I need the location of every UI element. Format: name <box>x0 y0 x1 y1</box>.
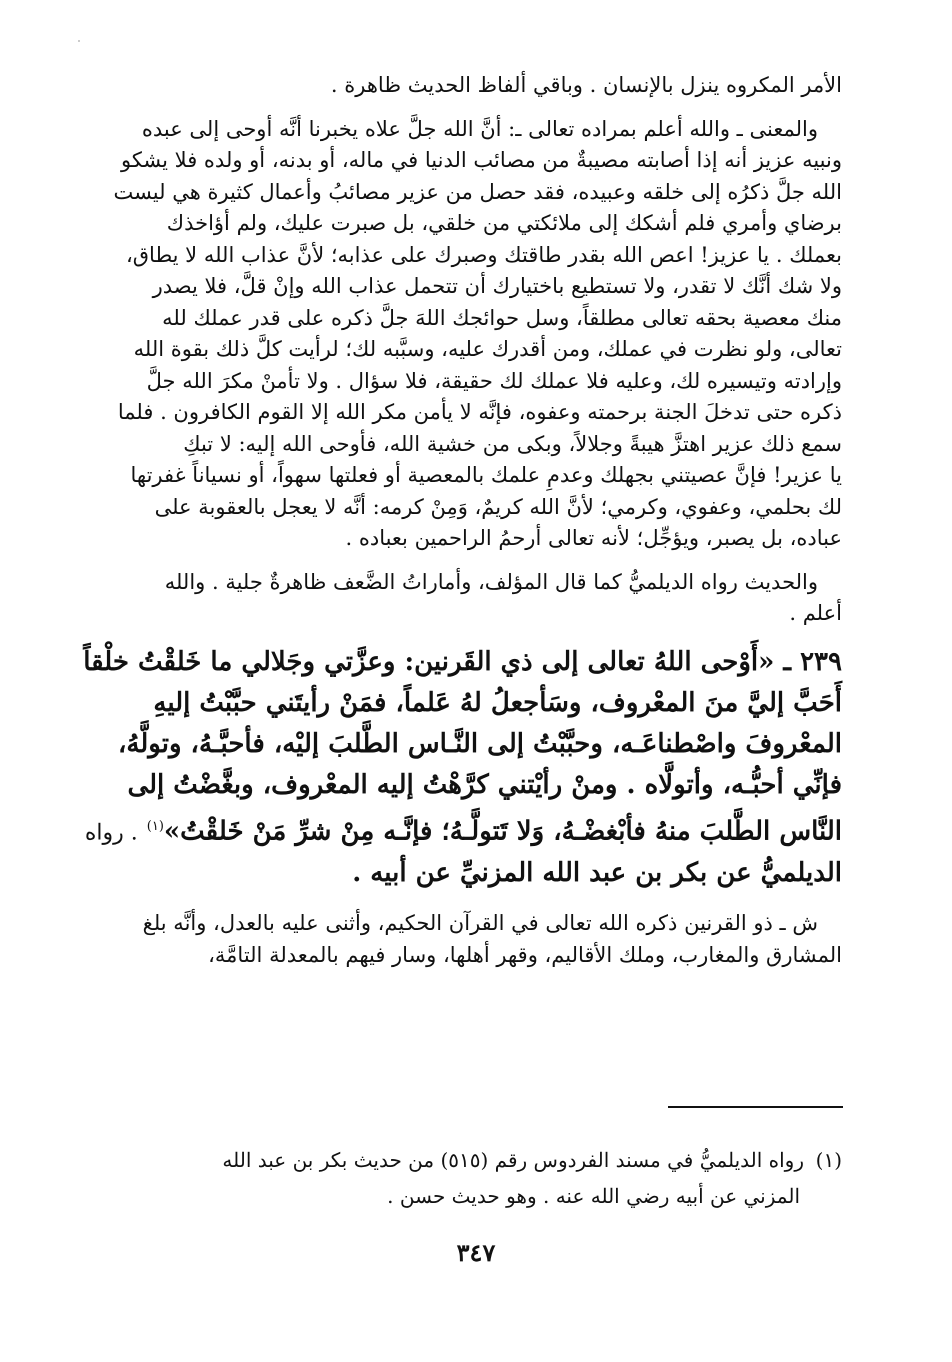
hadith-text: النَّاس الطَّلبَ منهُ فأبْغضْـهُ، وَلا تَتولَّـهُ؛ فإنَّـه مِنْ شرِّ مَنْ خَلقْتُ» <box>163 816 842 847</box>
footnote-line: المزني عن أبيه رضي الله عنه . وهو حديث حسن . <box>387 1184 800 1208</box>
text-line: وإرادته وتيسيره لك، وعليه فلا عملك لك حقيقة، فلا سؤال . ولا تأمنْ مكرَ الله جلَّ <box>146 368 842 393</box>
hadith-line: ٢٣٩ ـ «أَوْحى اللهُ تعالى إلى ذي القَرنين: وعزَّتي وجَلالي ما خَلقْتُ خلْقاً <box>83 646 842 677</box>
footnote-number: (١) <box>815 1148 842 1172</box>
text-line: ونبيه عزيز أنه إذا أصابته مصيبةٌ من مصائب الدنيا في ماله، أو بدنه، أو ولده فلا يشكو <box>120 148 842 172</box>
page-body <box>83 70 842 983</box>
hadith-rawah: . رواه <box>84 820 138 846</box>
text-line: ذكره حتى تدخلَ الجنة برحمته وعفوه، فإنَّه لا يأمن مكر الله إلا القوم الكافرون . فلما <box>117 400 842 424</box>
text-line: لك بحلمي، وعفوي، وكرمي؛ لأنَّ الله كريمٌ، وَمِنْ كرمه: أنَّه لا يعجل بالعقوبة على <box>154 494 842 519</box>
text-line: برضاي وأمري فلم أشكك إلى ملائكتي من خلقي، بل صبرت عليك، ولم أؤاخذك <box>166 211 842 235</box>
paragraph-continuation <box>125 70 842 102</box>
hadith-line: أَحَبَّ إليَّ منَ المعْروف، وسَأجعلُ لهُ عَلماً، فمَنْ رأيتَني حبَّبْتُ إليهِ <box>153 687 842 718</box>
scan-speck <box>78 40 80 42</box>
text-line: الله جلَّ ذكرُه إلى خلقه وعبيده، فقد حصل من عزير مصائبُ وأعمال كثيرة هي ليست <box>113 179 842 204</box>
page-number: ٣٤٧ <box>456 1238 496 1267</box>
footnote-text: رواه الديلميُّ في مسند الفردوس رقم (٥١٥) من حديث بكر بن عبد الله <box>222 1148 804 1172</box>
text-line: منك معصية بحقه تعالى مطلقاً، وسل حوائجك اللهَ جلَّ ذكره على قدر عملك لله <box>162 305 842 330</box>
paragraph-grading <box>125 567 842 630</box>
text-line: والحديث رواه الديلميُّ كما قال المؤلف، وأماراتُ الضَّعف ظاهرةٌ جلية . والله <box>164 569 818 594</box>
text-line: يا عزير! فإنَّ عصيتني بجهلك وعدمِ علمك بالمعصية أو فعلتها سهواً، أو نسياناً غفرتها <box>130 463 842 487</box>
text-line: تعالى، ولو نظرت في عملك، ومن أقدرك عليه، وسبَّبه لك؛ لرأيت كلَّ ذلك بقوة الله <box>133 337 842 361</box>
footnote-divider <box>668 1106 843 1108</box>
hadith-source: الديلميُّ عن بكر بن عبد الله المزنيِّ عن أبيه . <box>352 858 842 889</box>
footnote-reference[interactable]: (١) <box>146 818 164 834</box>
hadith-line-last <box>84 806 842 854</box>
text-line: والمعنى ـ والله أعلم بمراده تعالى ـ: أنَّ الله جلَّ علاه يخبرنا أنَّه أوحى إلى عبده <box>141 116 818 141</box>
footnote-line <box>125 1142 842 1178</box>
text-line: الأمر المكروه ينزل بالإنسان . وباقي ألفاظ الحديث ظاهرة . <box>330 73 842 97</box>
text-line: المشارق والمغارب، وملك الأقاليم، وقهر أهلها، وسار فيهم بالمعدلة التامَّة، <box>208 942 842 967</box>
hadith-line: المعْروفَ واصْطناعَـه، وحبَّبْتُ إلى النَّـاس الطَّلبَ إليْه، فأحبَّـهُ، وتولَّهُ، <box>118 728 842 759</box>
text-line: أعلم . <box>789 601 842 625</box>
text-line: سمع ذلك عزير اهتزَّ هيبةً وجلالاً، وبكى من خشية الله، فأوحى الله إليه: لا تبكِ <box>183 431 842 456</box>
paragraph-meaning <box>113 114 842 555</box>
hadith-239 <box>83 642 842 895</box>
text-line: ولا شك أنَّك لا تقدر، ولا تستطيع باختيارك أن تتحمل عذاب الله وإنْ قلَّ، فلا يصدر <box>152 274 842 298</box>
text-line: عباده، بل يصبر، ويؤجِّل؛ لأنه تعالى أرحمُ الراحمين بعباده . <box>345 526 842 550</box>
hadith-line: فإنِّي أحبُّـه، وأتولَّاه . ومنْ رأيْتني كرَّهْتُ إليه المعْروف، وبغَّضْتُ إلى <box>127 769 842 800</box>
paragraph-commentary <box>125 908 842 971</box>
text-line: ش ـ ذو القرنين ذكره الله تعالى في القرآن الحكيم، وأثنى عليه بالعدل، وأنَّه بلغ <box>142 911 818 936</box>
text-line: بعملك . يا عزيز! اعص الله بقدر طاقتك وصبرك على عذابه؛ لأنَّ عذاب الله لا يطاق، <box>125 242 842 267</box>
footnote <box>125 1142 842 1214</box>
